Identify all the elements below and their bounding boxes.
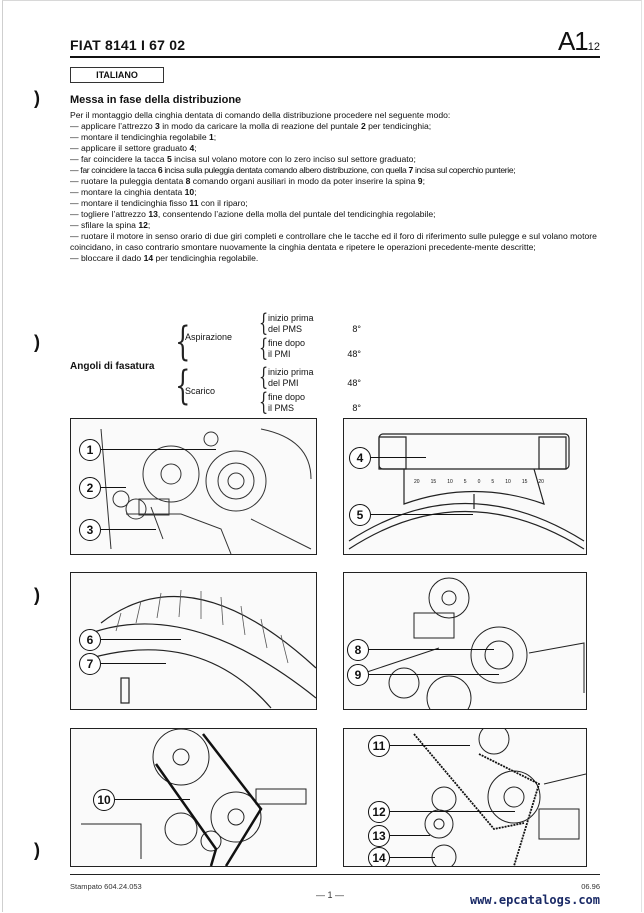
document-title: FIAT 8141 I 67 02 xyxy=(70,37,186,53)
procedure-step: — applicare il settore graduato 4; xyxy=(70,143,197,153)
callout-3: 3 xyxy=(79,519,101,541)
procedure-step: — ruotare il motore in senso orario di due giri completi e controllare che le tacche ed il foro di riferimento sulle pulegge e sul volano motore coincidano, in caso contrario smontare nuovamente la cinghia dentata e ripetere le operazioni precedente-mente descritte; xyxy=(70,231,597,252)
brace-aspirazione: { xyxy=(175,319,191,365)
procedure-step: — far coincidere la tacca 6 incisa sulla puleggia dentata comando albero distribuzione, con quella 7 incisa sul coperchio punterie; xyxy=(70,165,516,175)
brace-row: { xyxy=(259,388,269,416)
leader-line xyxy=(369,649,494,650)
angle-value: 8° xyxy=(352,324,361,334)
procedure-step: — montare il tendicinghia regolabile 1; xyxy=(70,132,217,142)
leader-line xyxy=(101,487,126,488)
auxiliary-drawing xyxy=(344,573,586,709)
angle-row: fine dopo il PMS xyxy=(268,392,306,413)
angle-value: 48° xyxy=(347,378,361,388)
brace-row: { xyxy=(259,363,269,391)
angle-row: fine dopo il PMI xyxy=(268,338,306,359)
procedure-step: — ruotare la puleggia dentata 8 comando organi ausiliari in modo da poter inserire la spina 9; xyxy=(70,176,425,186)
procedure-step: — far coincidere la tacca 5 incisa sul volano motore con lo zero inciso sul settore graduato; xyxy=(70,154,416,164)
print-date: 06.96 xyxy=(581,882,600,891)
figure-graduated-sector xyxy=(343,418,587,555)
callout-14: 14 xyxy=(368,847,390,867)
pulley-drawing xyxy=(71,573,316,709)
page-code-sub: 12 xyxy=(587,41,600,53)
sector-drawing xyxy=(344,419,586,554)
procedure-step: — bloccare il dado 14 per tendicinghia regolabile. xyxy=(70,253,259,263)
binder-hole-mark: ) xyxy=(34,88,40,108)
callout-13: 13 xyxy=(368,825,390,847)
procedure-step: — montare la cinghia dentata 10; xyxy=(70,187,197,197)
sector-scale: 20 15 10 5 0 5 10 15 20 xyxy=(414,479,544,485)
callout-7: 7 xyxy=(79,653,101,675)
procedure-step: — togliere l’attrezzo 13, consentendo l’azione della molla del puntale del tendicinghia regolabile; xyxy=(70,209,436,219)
page-number: — 1 — xyxy=(316,890,345,900)
binder-hole-mark: ) xyxy=(34,332,40,352)
procedure-intro: Per il montaggio della cinghia dentata di comando della distribuzione procedere nel seguente modo: xyxy=(70,110,451,120)
leader-line xyxy=(390,745,470,746)
leader-line xyxy=(390,811,515,812)
callout-4: 4 xyxy=(349,447,371,469)
figure-timing-belt xyxy=(70,728,317,867)
angle-value: 8° xyxy=(352,403,361,413)
brace-row: { xyxy=(259,334,269,362)
leader-line xyxy=(101,663,166,664)
procedure-step: — sfilare la spina 12; xyxy=(70,220,151,230)
leader-line xyxy=(390,835,430,836)
binder-hole-mark: ) xyxy=(34,840,40,860)
section-title: Messa in fase della distribuzione xyxy=(70,94,242,106)
figure-tensioner xyxy=(70,418,317,555)
figure-pulley-marks xyxy=(70,572,317,710)
callout-11: 11 xyxy=(368,735,390,757)
callout-9: 9 xyxy=(347,664,369,686)
binder-hole-mark: ) xyxy=(34,585,40,605)
callout-12: 12 xyxy=(368,801,390,823)
leader-line xyxy=(371,457,426,458)
leader-line xyxy=(115,799,190,800)
procedure-step: — montare il tendicinghia fisso 11 con il riparo; xyxy=(70,198,248,208)
print-reference: Stampato 604.24.053 xyxy=(70,882,142,891)
footer-rule xyxy=(70,874,600,875)
angle-group-name: Scarico xyxy=(185,386,216,396)
page-code-main: A1 xyxy=(557,26,588,56)
callout-10: 10 xyxy=(93,789,115,811)
angle-value: 48° xyxy=(347,349,361,359)
header-rule xyxy=(70,56,600,58)
leader-line xyxy=(101,639,181,640)
figure-tensioners xyxy=(343,728,587,867)
procedure-text xyxy=(70,110,600,264)
callout-1: 1 xyxy=(79,439,101,461)
page-code xyxy=(558,26,600,57)
brace-row: { xyxy=(259,309,269,337)
angle-row: inizio prima del PMS xyxy=(268,313,314,334)
leader-line xyxy=(390,857,435,858)
callout-6: 6 xyxy=(79,629,101,651)
callout-5: 5 xyxy=(349,504,371,526)
language-label: ITALIANO xyxy=(70,67,164,83)
leader-line xyxy=(369,674,499,675)
leader-line xyxy=(101,529,156,530)
callout-8: 8 xyxy=(347,639,369,661)
leader-line xyxy=(371,514,473,515)
angle-row: inizio prima del PMI xyxy=(268,367,314,388)
brace-scarico: { xyxy=(175,363,191,409)
watermark-url: www.epcatalogs.com xyxy=(469,893,600,907)
callout-2: 2 xyxy=(79,477,101,499)
timing-angles-label: Angoli di fasatura xyxy=(70,361,155,372)
leader-line xyxy=(101,449,216,450)
procedure-step: — applicare l’attrezzo 3 in modo da caricare la molla di reazione del puntale 2 per tendicinghia; xyxy=(70,121,432,131)
figure-auxiliary-pulley xyxy=(343,572,587,710)
angle-group-name: Aspirazione xyxy=(185,332,233,342)
